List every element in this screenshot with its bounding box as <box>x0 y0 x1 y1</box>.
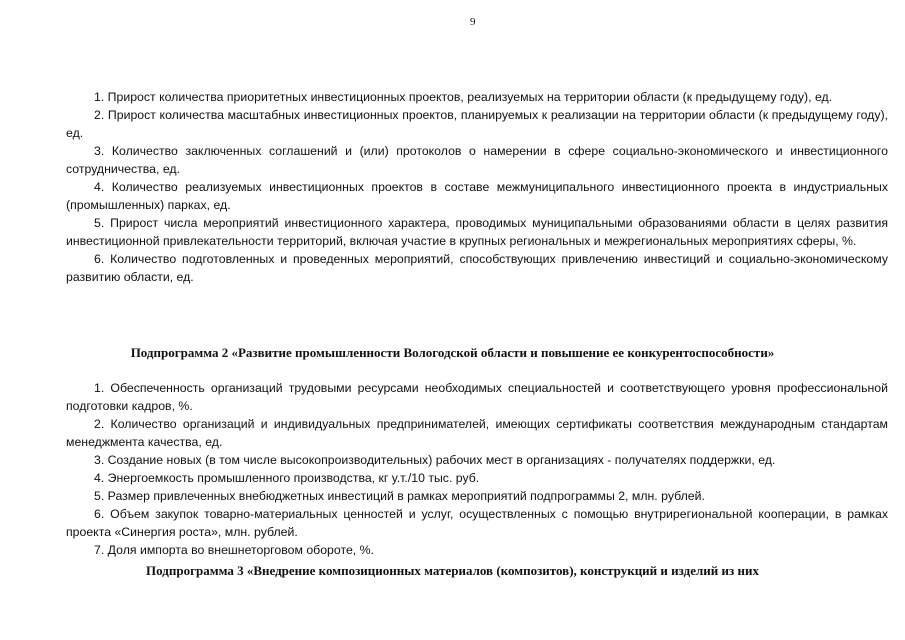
list-item: 4. Энергоемкость промышленного производства, кг у.т./10 тыс. руб. <box>94 471 480 485</box>
list-item: 7. Доля импорта во внешнеторговом обороте, %. <box>94 543 374 557</box>
list-item: 6. Количество подготовленных и проведенных мероприятий, способствующих привлечению инвестиций и социально-экономическому развитию области, ед. <box>66 252 888 284</box>
page-number: 9 <box>470 16 476 28</box>
list-item: 6. Объем закупок товарно-материальных ценностей и услуг, осуществленных с помощью внутрирегиональной кооперации, в рамках проекта «Синергия роста», млн. рублей. <box>66 507 888 539</box>
list-item: 3. Создание новых (в том числе высокопроизводительных) рабочих мест в организациях - получателях поддержки, ед. <box>94 453 776 467</box>
list-item: 1. Прирост количества приоритетных инвестиционных проектов, реализуемых на территории области (к предыдущему году), ед. <box>94 90 833 104</box>
subprogram-3-heading: Подпрограмма 3 «Внедрение композиционных материалов (композитов), конструкций и изделий из них <box>146 563 759 578</box>
list-item: 2. Количество организаций и индивидуальных предпринимателей, имеющих сертификаты соответствия международным стандартам менеджмента качества, ед. <box>66 417 888 449</box>
indicator-list-subprogram-1 <box>66 88 888 286</box>
indicator-list-subprogram-2 <box>66 379 888 559</box>
list-item: 2. Прирост количества масштабных инвестиционных проектов, планируемых к реализации на территории области (к предыдущему году), ед. <box>66 108 888 140</box>
list-item: 4. Количество реализуемых инвестиционных проектов в составе межмуниципального инвестиционного проекта в индустриальных (промышленных) парках, ед. <box>66 180 888 212</box>
list-item: 5. Размер привлеченных внебюджетных инвестиций в рамках мероприятий подпрограммы 2, млн. рублей. <box>94 489 705 503</box>
list-item: 1. Обеспеченность организаций трудовыми ресурсами необходимых специальностей и соответствующего уровня профессиональной подготовки кадров, %. <box>66 381 888 413</box>
subprogram-2-heading: Подпрограмма 2 «Развитие промышленности Вологодской области и повышение ее конкурентоспособности» <box>130 345 775 360</box>
list-item: 5. Прирост числа мероприятий инвестиционного характера, проводимых муниципальными образованиями области в целях развития инвестиционной привлекательности территорий, включая участие в крупных региональных и межрегиональных мероприятиях сферы, %. <box>66 216 888 248</box>
list-item: 3. Количество заключенных соглашений и (или) протоколов о намерении в сфере социально-экономического и инвестиционного сотрудничества, ед. <box>66 144 888 176</box>
